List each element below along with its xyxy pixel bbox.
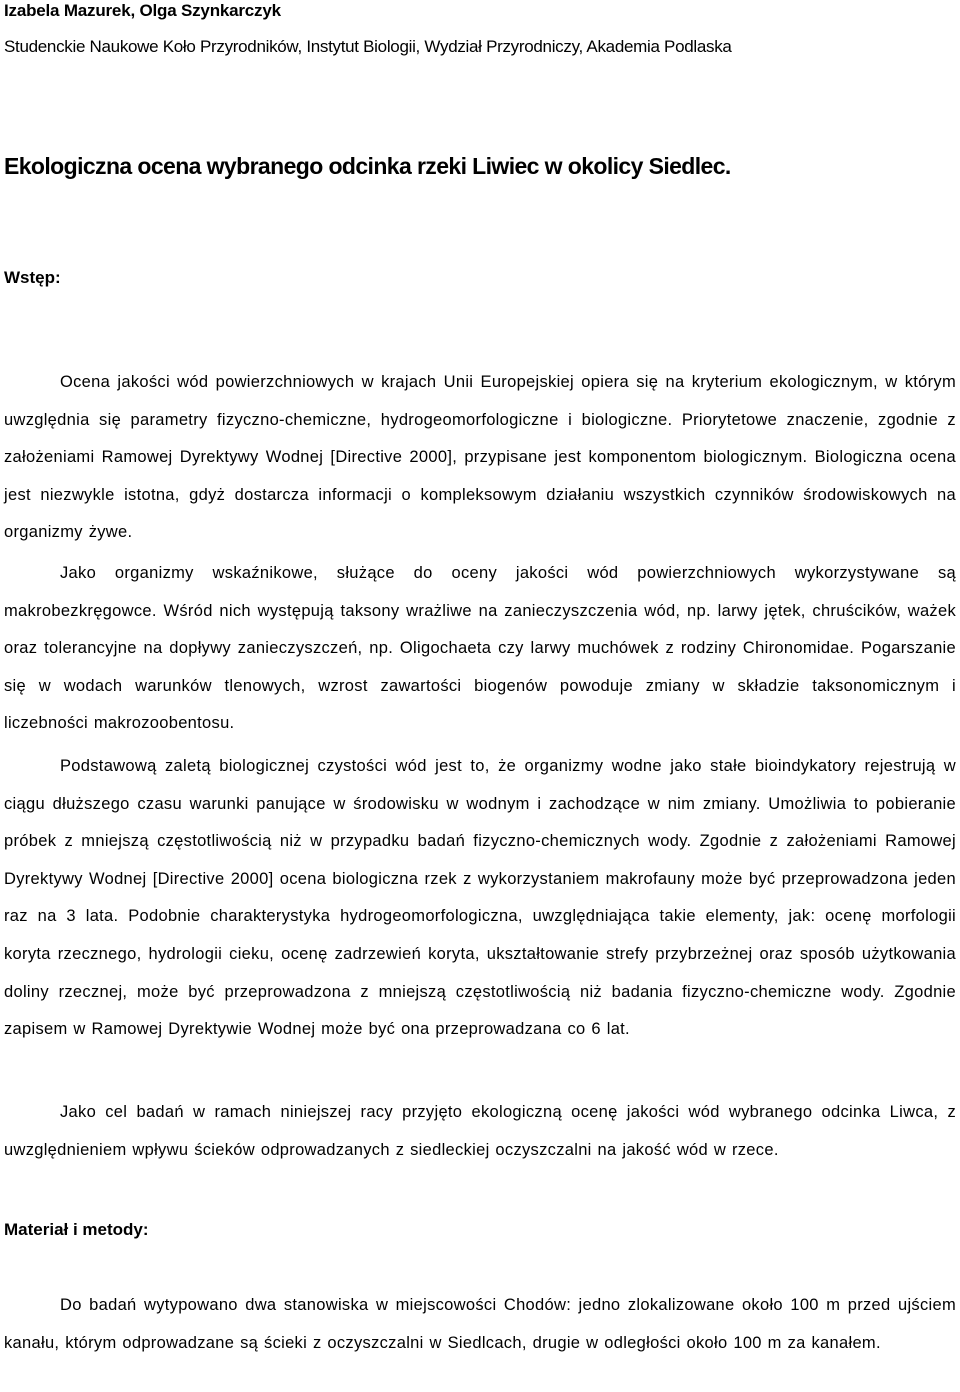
intro-paragraph-1 [4, 364, 956, 552]
intro-paragraph-3 [4, 748, 956, 1049]
intro-paragraph-2-text: Jako organizmy wskaźnikowe, służące do oceny jakości wód powierzchniowych wykorzystywane są makrobezkręgowce. Wśród nich występują taksony wrażliwe na zanieczyszczenia wód, np. larwy jętek, chruścików, ważek oraz tolerancyjne na dopływy zanieczyszczeń, np. Oligochaeta czy larwy muchówek z rodziny Chironomidae. Pogarszanie się w wodach warunków tlenowych, wzrost zawartości biogenów powoduje zmiany w składzie taksonomicznym i liczebności makrozoobentosu. [4, 564, 956, 733]
methods-paragraph-1 [4, 1287, 956, 1362]
authors: Izabela Mazurek, Olga Szynkarczyk [4, 1, 281, 20]
intro-paragraph-1-text: Ocena jakości wód powierzchniowych w krajach Unii Europejskiej opiera się na kryterium ekologicznym, w którym uwzględnia się parametry fizyczno-chemiczne, hydrogeomorfologiczne i biologiczne. Priorytetowe znaczenie, zgodnie z założeniami Ramowej Dyrektywy Wodnej [Directive 2000], przypisane jest komponentom biologicznym. Biologiczna ocena jest niezwykle istotna, gdyż dostarcza informacji o kompleksowym działaniu wszystkich czynników środowiskowych na organizmy żywe. [4, 373, 956, 542]
intro-paragraph-2 [4, 555, 956, 743]
section-heading-methods: Materiał i metody: [4, 1220, 149, 1239]
affiliation: Studenckie Naukowe Koło Przyrodników, Instytut Biologii, Wydział Przyrodniczy, Akademia Podlaska [4, 37, 732, 56]
section-heading-intro: Wstęp: [4, 268, 61, 287]
intro-paragraph-4 [4, 1094, 956, 1169]
paper-title: Ekologiczna ocena wybranego odcinka rzeki Liwiec w okolicy Siedlec. [4, 153, 731, 179]
intro-paragraph-4-text: Jako cel badań w ramach niniejszej racy przyjęto ekologiczną ocenę jakości wód wybranego odcinka Liwca, z uwzględnieniem wpływu ścieków odprowadzanych z siedleckiej oczyszczalni na jakość wód w rzece. [4, 1103, 956, 1159]
methods-paragraph-1-text: Do badań wytypowano dwa stanowiska w miejscowości Chodów: jedno zlokalizowane około 100 m przed ujściem kanału, którym odprowadzane są ścieki z oczyszczalni w Siedlcach, drugie w odległości około 100 m za kanałem. [4, 1296, 956, 1352]
intro-paragraph-3-text: Podstawową zaletą biologicznej czystości wód jest to, że organizmy wodne jako stałe bioindykatory rejestrują w ciągu dłuższego czasu warunki panujące w środowisku w wodnym i zachodzące w nim zmiany. Umożliwia to pobieranie próbek z mniejszą częstotliwością niż w przypadku badań fizyczno-chemicznych wody. Zgodnie z założeniami Ramowej Dyrektywy Wodnej [Directive 2000] ocena biologiczna rzek z wykorzystaniem makrofauny może być przeprowadzona jeden raz na 3 lata. Podobnie charakterystyka hydrogeomorfologiczna, uwzględniająca takie elementy, jak: ocenę morfologii koryta rzecznego, hydrologii cieku, ocenę zadrzewień koryta, ukształtowanie strefy przybrzeżnej oraz sposób użytkowania doliny rzecznej, może być przeprowadzona z mniejszą częstotliwością niż badania fizyczno-chemiczne wody. Zgodnie zapisem w Ramowej Dyrektywie Wodnej może być ona przeprowadzana co 6 lat. [4, 757, 956, 1039]
